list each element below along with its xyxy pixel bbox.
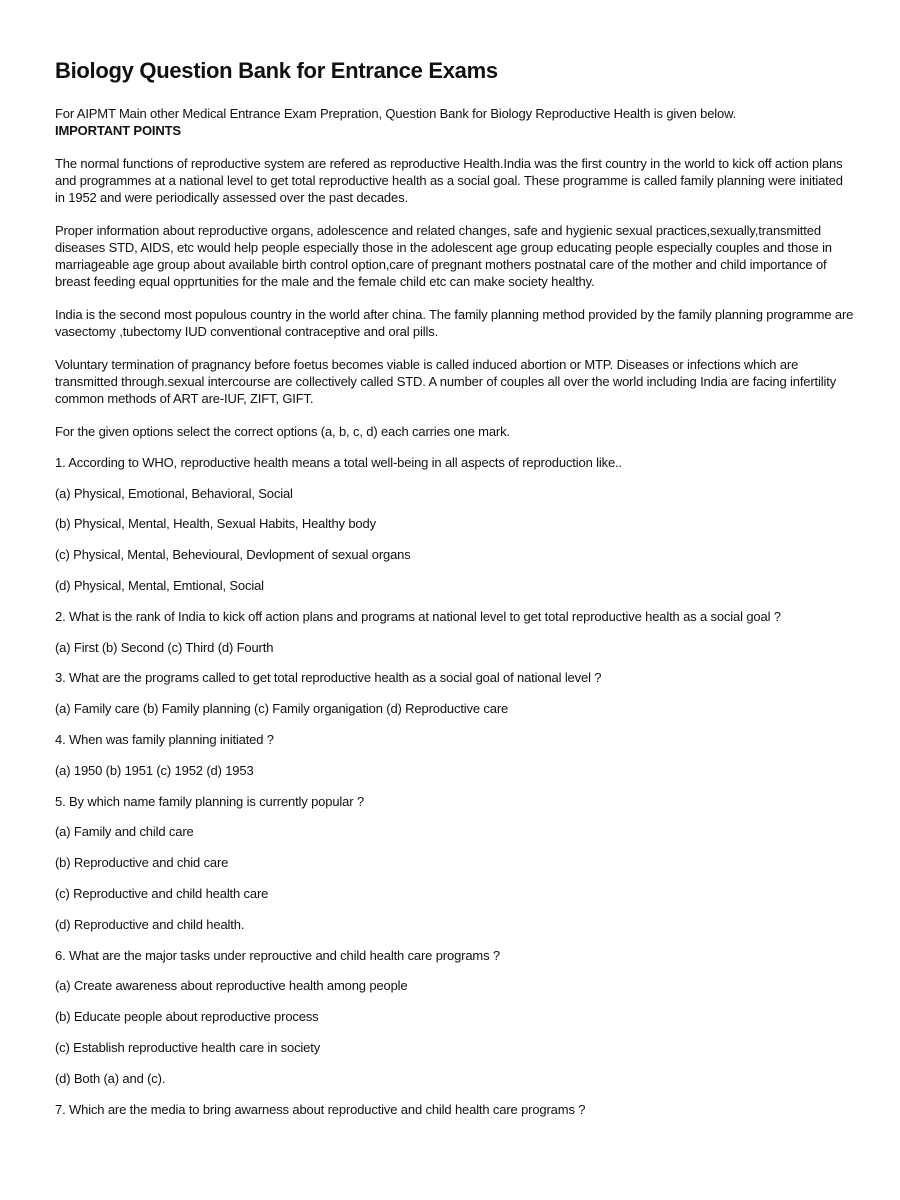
page-title: Biology Question Bank for Entrance Exams (55, 58, 498, 83)
answer-option: (a) Family and child care (55, 824, 194, 840)
answer-option: (b) Educate people about reproductive process (55, 1009, 319, 1025)
paragraph: The normal functions of reproductive system are refered as reproductive Health.India was the first country in the world to kick off action plans and programmes at a national level to get total reproductive health as a social goal. These programme is called family planning were initiated in 1952 and were periodically assessed over the past decades. (55, 156, 843, 205)
answer-option: (b) Physical, Mental, Health, Sexual Habits, Healthy body (55, 516, 376, 532)
answer-option: (a) First (b) Second (c) Third (d) Fourth (55, 639, 274, 655)
answer-option: (a) Physical, Emotional, Behavioral, Social (55, 485, 293, 501)
important-points-heading: IMPORTANT POINTS (55, 123, 181, 138)
instructions: For the given options select the correct options (a, b, c, d) each carries one mark. (55, 424, 510, 439)
answer-option: (d) Reproductive and child health. (55, 916, 245, 932)
answer-option: (c) Reproductive and child health care (55, 885, 269, 901)
question: 6. What are the major tasks under reprouctive and child health care programs ? (55, 947, 500, 963)
answer-option: (a) Family care (b) Family planning (c) Family organigation (d) Reproductive care (55, 701, 509, 717)
question: 7. Which are the media to bring awarness about reproductive and child health care programs ? (55, 1101, 586, 1117)
question: 4. When was family planning initiated ? (55, 731, 274, 747)
answer-option: (a) Create awareness about reproductive health among people (55, 978, 408, 994)
paragraph: Proper information about reproductive organs, adolescence and related changes, safe and hygienic sexual practices,sexually,transmitted diseases STD, AIDS, etc would help people especially those in the adolescent age group educating people especially couples and those in marriageable age group about available birth control option,care of pregnant mothers postnatal care of the mother and child importance of breast feeding equal opprtunities for the male and the female child etc can make society healthy. (55, 223, 832, 289)
answer-option: (d) Both (a) and (c). (55, 1070, 166, 1086)
question: 3. What are the programs called to get total reproductive health as a social goal of national level ? (55, 670, 602, 686)
answer-option: (c) Physical, Mental, Behevioural, Devlopment of sexual organs (55, 547, 411, 563)
answer-option: (a) 1950 (b) 1951 (c) 1952 (d) 1953 (55, 762, 254, 778)
paragraph: India is the second most populous country in the world after china. The family planning method provided by the family planning programme are vasectomy ,tubectomy IUD conventional contraceptive and oral pills. (55, 307, 854, 339)
answer-option: (d) Physical, Mental, Emtional, Social (55, 577, 264, 593)
intro-text: For AIPMT Main other Medical Entrance Exam Prepration, Question Bank for Biology Reproductive Health is given below. (55, 106, 737, 121)
document-page (55, 58, 855, 1131)
paragraph: Voluntary termination of pragnancy before foetus becomes viable is called induced abortion or MTP. Diseases or infections which are transmitted through.sexual intercourse are collectively called STD. A number of couples all over the world including India are facing infertility common methods of ART are-IUF, ZIFT, GIFT. (55, 357, 837, 406)
question-list (55, 454, 855, 1118)
answer-option: (b) Reproductive and chid care (55, 855, 229, 871)
answer-option: (c) Establish reproductive health care in society (55, 1039, 321, 1055)
question: 1. According to WHO, reproductive health means a total well-being in all aspects of reproduction like.. (55, 454, 622, 470)
question: 2. What is the rank of India to kick off action plans and programs at national level to get total reproductive health as a social goal ? (55, 608, 781, 624)
question: 5. By which name family planning is currently popular ? (55, 793, 364, 809)
